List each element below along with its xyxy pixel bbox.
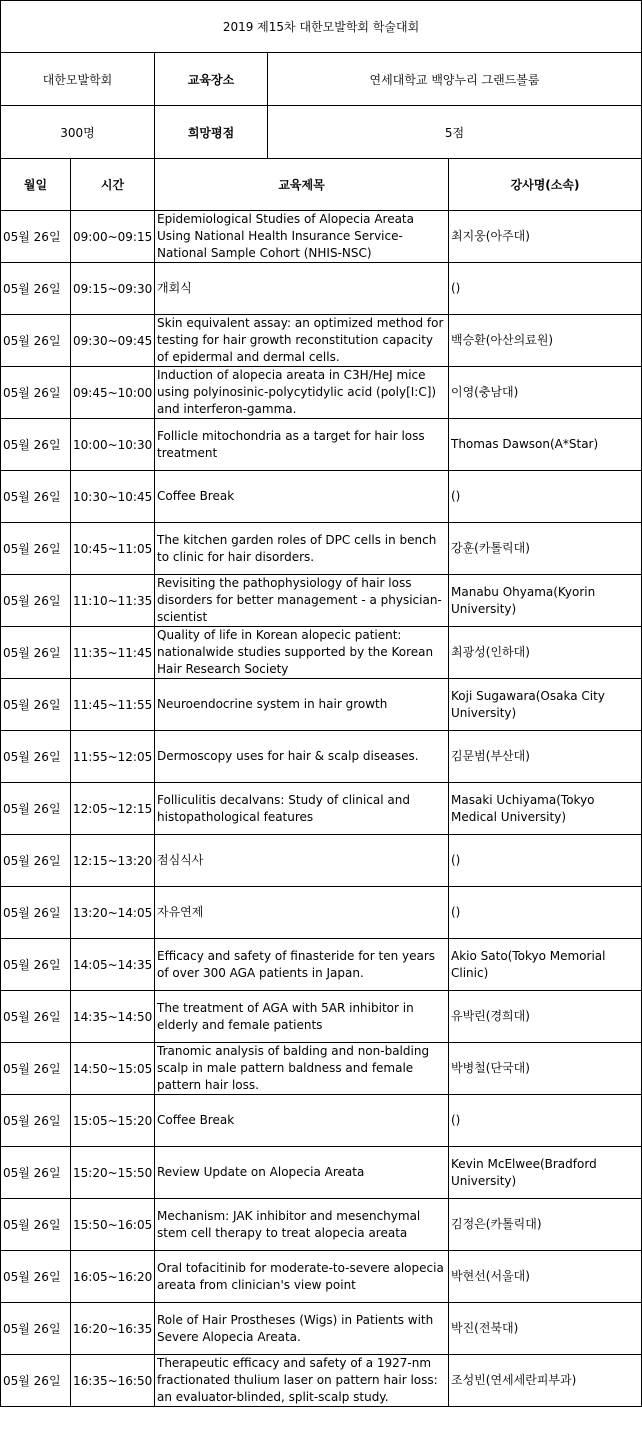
table-row xyxy=(1,887,642,939)
session-time: 16:05~16:20 xyxy=(71,1251,155,1303)
session-speaker: Koji Sugawara(Osaka City University) xyxy=(449,679,642,731)
session-time: 13:20~14:05 xyxy=(71,887,155,939)
session-date: 05월 26일 xyxy=(1,1199,71,1251)
header-date: 월일 xyxy=(1,159,71,211)
session-date: 05월 26일 xyxy=(1,367,71,419)
session-time: 14:35~14:50 xyxy=(71,991,155,1043)
session-time: 11:45~11:55 xyxy=(71,679,155,731)
table-row xyxy=(1,1147,642,1199)
session-topic: Dermoscopy uses for hair & scalp diseases. xyxy=(155,731,449,783)
table-row xyxy=(1,419,642,471)
session-date: 05월 26일 xyxy=(1,1095,71,1147)
table-row xyxy=(1,1303,642,1355)
session-topic: Revisiting the pathophysiology of hair loss disorders for better management - a physician-scientist xyxy=(155,575,449,627)
session-time: 15:20~15:50 xyxy=(71,1147,155,1199)
table-row xyxy=(1,1355,642,1407)
session-topic: 개회식 xyxy=(155,263,449,315)
session-date: 05월 26일 xyxy=(1,783,71,835)
session-topic: Tranomic analysis of balding and non-balding scalp in male pattern baldness and female pattern hair loss. xyxy=(155,1043,449,1095)
capacity: 300명 xyxy=(1,106,155,159)
session-date: 05월 26일 xyxy=(1,887,71,939)
table-row xyxy=(1,1043,642,1095)
session-topic: Induction of alopecia areata in C3H/HeJ mice using polyinosinic-polycytidylic acid (poly[I:C]) and interferon-gamma. xyxy=(155,367,449,419)
session-topic: Role of Hair Prostheses (Wigs) in Patients with Severe Alopecia Areata. xyxy=(155,1303,449,1355)
session-time: 15:50~16:05 xyxy=(71,1199,155,1251)
session-time: 16:35~16:50 xyxy=(71,1355,155,1407)
session-time: 11:10~11:35 xyxy=(71,575,155,627)
session-speaker: 최광성(인하대) xyxy=(449,627,642,679)
table-row xyxy=(1,211,642,263)
table-row xyxy=(1,627,642,679)
session-speaker: 박병철(단국대) xyxy=(449,1043,642,1095)
schedule-header-row xyxy=(1,159,642,211)
session-speaker: () xyxy=(449,471,642,523)
session-date: 05월 26일 xyxy=(1,679,71,731)
event-title-row xyxy=(1,1,642,53)
score-label: 희망평점 xyxy=(155,106,268,159)
session-speaker: Akio Sato(Tokyo Memorial Clinic) xyxy=(449,939,642,991)
session-speaker: Manabu Ohyama(Kyorin University) xyxy=(449,575,642,627)
session-speaker: Kevin McElwee(Bradford University) xyxy=(449,1147,642,1199)
session-time: 14:50~15:05 xyxy=(71,1043,155,1095)
session-date: 05월 26일 xyxy=(1,471,71,523)
session-topic: 자유연제 xyxy=(155,887,449,939)
table-row xyxy=(1,1095,642,1147)
session-topic: Coffee Break xyxy=(155,1095,449,1147)
session-topic: Therapeutic efficacy and safety of a 1927-nm fractionated thulium laser on pattern hair loss: an evaluator-blinded, split-scalp study. xyxy=(155,1355,449,1407)
session-topic: Skin equivalent assay: an optimized method for testing for hair growth reconstitution capacity of epidermal and dermal cells. xyxy=(155,315,449,367)
session-time: 11:35~11:45 xyxy=(71,627,155,679)
session-topic: Mechanism: JAK inhibitor and mesenchymal stem cell therapy to treat alopecia areata xyxy=(155,1199,449,1251)
table-row xyxy=(1,471,642,523)
session-date: 05월 26일 xyxy=(1,835,71,887)
capacity-row xyxy=(1,106,642,159)
session-time: 10:00~10:30 xyxy=(71,419,155,471)
header-time: 시간 xyxy=(71,159,155,211)
session-date: 05월 26일 xyxy=(1,315,71,367)
session-date: 05월 26일 xyxy=(1,1251,71,1303)
table-row xyxy=(1,783,642,835)
session-speaker: 박진(전북대) xyxy=(449,1303,642,1355)
session-topic: Neuroendocrine system in hair growth xyxy=(155,679,449,731)
session-date: 05월 26일 xyxy=(1,991,71,1043)
session-date: 05월 26일 xyxy=(1,627,71,679)
session-time: 14:05~14:35 xyxy=(71,939,155,991)
session-topic: Coffee Break xyxy=(155,471,449,523)
session-time: 16:20~16:35 xyxy=(71,1303,155,1355)
organizer: 대한모발학회 xyxy=(1,53,155,106)
table-row xyxy=(1,1199,642,1251)
session-date: 05월 26일 xyxy=(1,419,71,471)
session-topic: Review Update on Alopecia Areata xyxy=(155,1147,449,1199)
session-topic: Quality of life in Korean alopecic patient: nationalwide studies supported by the Korean Hair Research Society xyxy=(155,627,449,679)
session-topic: Efficacy and safety of finasteride for ten years of over 300 AGA patients in Japan. xyxy=(155,939,449,991)
session-date: 05월 26일 xyxy=(1,211,71,263)
session-date: 05월 26일 xyxy=(1,263,71,315)
session-time: 10:30~10:45 xyxy=(71,471,155,523)
table-row xyxy=(1,731,642,783)
session-speaker: 김문범(부산대) xyxy=(449,731,642,783)
table-row xyxy=(1,835,642,887)
session-date: 05월 26일 xyxy=(1,1147,71,1199)
session-speaker: () xyxy=(449,1095,642,1147)
session-time: 09:45~10:00 xyxy=(71,367,155,419)
session-date: 05월 26일 xyxy=(1,731,71,783)
session-time: 09:30~09:45 xyxy=(71,315,155,367)
table-row xyxy=(1,367,642,419)
header-topic: 교육제목 xyxy=(155,159,449,211)
session-speaker: () xyxy=(449,887,642,939)
session-date: 05월 26일 xyxy=(1,939,71,991)
table-row xyxy=(1,939,642,991)
session-date: 05월 26일 xyxy=(1,1303,71,1355)
session-speaker: 유박린(경희대) xyxy=(449,991,642,1043)
session-speaker: Thomas Dawson(A*Star) xyxy=(449,419,642,471)
session-speaker: 조성빈(연세세란피부과) xyxy=(449,1355,642,1407)
session-time: 15:05~15:20 xyxy=(71,1095,155,1147)
table-row xyxy=(1,575,642,627)
session-time: 09:15~09:30 xyxy=(71,263,155,315)
table-row xyxy=(1,315,642,367)
session-topic: The treatment of AGA with 5AR inhibitor in elderly and female patients xyxy=(155,991,449,1043)
venue-label: 교육장소 xyxy=(155,53,268,106)
table-row xyxy=(1,1251,642,1303)
session-date: 05월 26일 xyxy=(1,523,71,575)
header-speaker: 강사명(소속) xyxy=(449,159,642,211)
session-date: 05월 26일 xyxy=(1,575,71,627)
table-row xyxy=(1,679,642,731)
session-time: 12:15~13:20 xyxy=(71,835,155,887)
session-speaker: Masaki Uchiyama(Tokyo Medical University) xyxy=(449,783,642,835)
schedule-table xyxy=(0,158,642,1407)
session-date: 05월 26일 xyxy=(1,1043,71,1095)
score: 5점 xyxy=(268,106,642,159)
session-speaker: () xyxy=(449,835,642,887)
session-topic: Oral tofacitinib for moderate-to-severe alopecia areata from clinician's view point xyxy=(155,1251,449,1303)
session-speaker: 백승환(아산의료원) xyxy=(449,315,642,367)
session-topic: Epidemiological Studies of Alopecia Areata Using National Health Insurance Service-National Sample Cohort (NHIS-NSC) xyxy=(155,211,449,263)
session-topic: 점심식사 xyxy=(155,835,449,887)
session-time: 09:00~09:15 xyxy=(71,211,155,263)
session-date: 05월 26일 xyxy=(1,1355,71,1407)
session-speaker: 최지웅(아주대) xyxy=(449,211,642,263)
session-speaker: 박현선(서울대) xyxy=(449,1251,642,1303)
session-time: 12:05~12:15 xyxy=(71,783,155,835)
table-row xyxy=(1,523,642,575)
event-title: 2019 제15차 대한모발학회 학술대회 xyxy=(1,1,642,53)
venue: 연세대학교 백양누리 그랜드볼룸 xyxy=(268,53,642,106)
session-speaker: 김정은(카톨릭대) xyxy=(449,1199,642,1251)
venue-row xyxy=(1,53,642,106)
session-speaker: () xyxy=(449,263,642,315)
event-info-table xyxy=(0,0,642,159)
session-time: 11:55~12:05 xyxy=(71,731,155,783)
table-row xyxy=(1,991,642,1043)
session-topic: Folliculitis decalvans: Study of clinical and histopathological features xyxy=(155,783,449,835)
session-speaker: 강훈(카톨릭대) xyxy=(449,523,642,575)
session-time: 10:45~11:05 xyxy=(71,523,155,575)
session-topic: Follicle mitochondria as a target for hair loss treatment xyxy=(155,419,449,471)
schedule-body xyxy=(1,211,642,1407)
session-topic: The kitchen garden roles of DPC cells in bench to clinic for hair disorders. xyxy=(155,523,449,575)
table-row xyxy=(1,263,642,315)
session-speaker: 이영(충남대) xyxy=(449,367,642,419)
